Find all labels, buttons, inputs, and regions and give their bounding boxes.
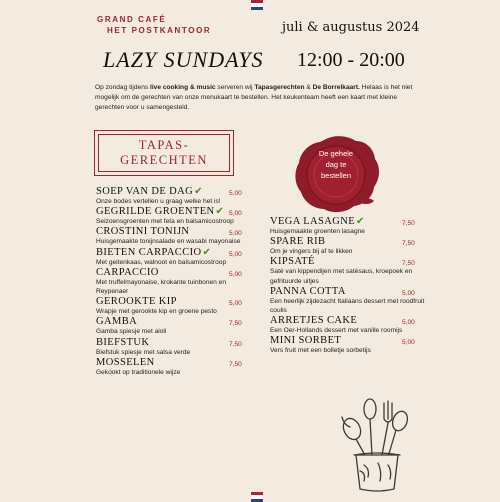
opening-time: 12:00 - 20:00 [297,49,405,71]
menu-item-price: 5,00 [229,230,242,238]
section-title: TAPAS- GERECHTEN [98,134,230,172]
seal-line-2: dag te [325,160,347,169]
menu-item [270,286,430,315]
menu-item-name: PANNA COTTA [270,285,346,297]
dutch-flag-icon-top [251,0,263,10]
menu-item-name: ARRETJES CAKE [270,315,358,327]
page-title: LAZY SUNDAYS [103,47,264,72]
menu-item-price: 7,50 [402,240,415,248]
menu-item [96,226,248,246]
menu-item-name: GAMBA [96,316,138,328]
menu-item [270,256,430,285]
menu-column-right [270,216,430,356]
menu-item-description: Biefstuk spiesje met salsa verde [96,348,191,356]
menu-item-price: 7,50 [229,340,242,348]
menu-item [96,296,248,316]
menu-item [270,236,430,256]
menu-item [96,206,248,226]
menu-item-description: Huisgemaakte tonijnsalade en wasabi mayonaise [96,238,241,246]
menu-item [96,186,248,206]
check-icon: ✔ [356,216,365,227]
menu-item-name: KIPSATÉ [270,256,315,268]
menu-item-description: Wrapje met gerookte kip en groene pesto [96,308,217,316]
dutch-flag-icon-bottom [251,492,263,502]
menu-item-price: 5,00 [229,300,242,308]
menu-item-name: VEGA LASAGNE✔ [270,216,365,227]
menu-item-price: 5,00 [402,319,415,327]
menu-item-description: Onze bodes vertellen u graag welke het is! [96,198,221,205]
menu-item-price: 5,00 [229,210,242,218]
section-title-box [94,130,234,176]
menu-item-name: CROSTINI TONIJN [96,226,190,238]
menu-item-description: Met truffelmayonaise, krokante tuinbonen en Reypenaer [96,278,227,296]
brand-line-2: HET POSTKANTOOR [107,26,212,35]
menu-item-name: MINI SORBET [270,335,342,347]
intro-paragraph: Op zondag tijdens live cooking & music serveren wij Tapasgerechten & De Borrelkaart. Helaas is het niet mogelijk om de gerechten van onze menukaart te bestellen. Het keukenteam heeft een kaart met kleine gerechten voor u samengesteld. [95,84,413,112]
menu-item-name: SOEP VAN DE DAG✔ [96,186,203,197]
seal-line-3: bestellen [320,171,352,180]
menu-item-description: Een heerlijk zijdezacht Italiaans dessert met roodfruit coulis [270,297,425,315]
brand-line-1: GRAND CAFÉ [97,15,167,24]
menu-item [270,335,430,355]
menu-item-description: Met geitenkaas, walnoot en balsamicostroop [96,258,227,266]
menu-item-price: 5,00 [229,270,242,278]
check-icon: ✔ [215,206,225,218]
check-icon: ✔ [194,186,203,197]
menu-item [96,357,248,377]
menu-item [96,247,248,267]
menu-item [270,315,430,335]
menu-item-price: 7,50 [229,360,242,368]
menu-item-name: SPARE RIB [270,236,326,248]
menu-item-description: Gamba spiesje met aioli [96,328,167,336]
menu-item-description: Gekookt op traditionele wijze [96,368,181,376]
menu-item-name: GEGRILDE GROENTEN✔ [96,206,225,218]
menu-item-name: MOSSELEN [96,356,155,368]
menu-item-price: 5,00 [402,339,415,347]
menu-item-description: Seizoensgroenten met feta en balsamicostroop [96,218,234,226]
utensils-jar-icon [338,397,414,493]
menu-item [96,337,248,357]
brand-logo-text [97,14,211,36]
menu-item-price: 5,00 [229,250,242,258]
menu-item-description: Om je vingers bij af te likken [270,248,353,256]
menu-item [270,216,430,236]
menu-item-description: Huisgemaakte groenten lasagne [270,228,365,235]
check-icon: ✔ [202,246,212,258]
menu-item-price: 7,50 [402,220,415,227]
menu-item-price: 5,00 [402,289,415,297]
seal-line-1: De gehele [318,149,354,158]
menu-item-description: Een Oer-Hollands dessert met vanille roomijs [270,327,403,335]
season-dates: juli & augustus 2024 [282,20,420,35]
menu-item [96,267,248,296]
menu-item [96,316,248,336]
menu-item-description: Vers fruit met een bolletje sorbetijs [270,347,371,355]
menu-item-price: 5,00 [229,190,242,197]
menu-item-price: 7,50 [402,260,415,268]
menu-item-description: Saté van kippendijen met satésaus, kroepoek en gefrituurde uitjes [270,268,413,285]
menu-item-name: GEROOKTE KIP [96,296,177,308]
wax-seal-badge [288,133,384,217]
menu-item-name: CARPACCIO [96,266,159,278]
menu-column-left [96,186,248,377]
menu-item-name: BIETEN CARPACCIO✔ [96,246,212,258]
menu-item-price: 7,50 [229,320,242,328]
menu-item-name: BIEFSTUK [96,336,150,348]
